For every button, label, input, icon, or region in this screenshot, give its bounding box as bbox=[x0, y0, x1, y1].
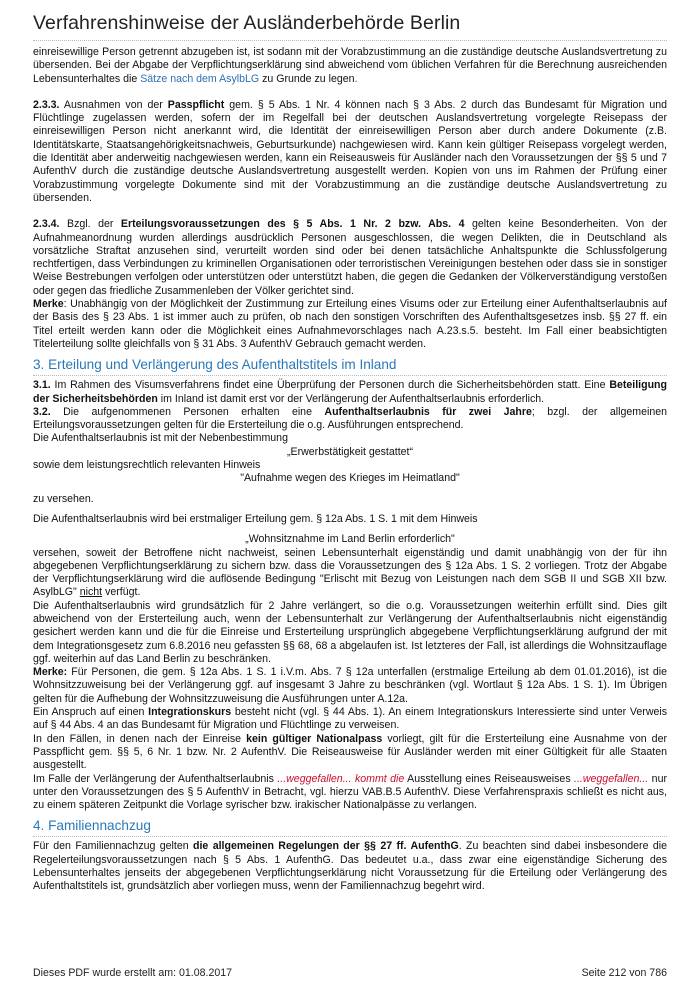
merke-note-2: Merke: Für Personen, die gem. § 12a Abs. 1 S. 1 i.V.m. Abs. 7 § 12a unterfallen (erstmalige Erteilung ab dem 01.01.2016), ist die Wohnsitzzuweisung bei der Verlängerung ggf. auf insgesamt 3 Jahre zu beschränken (vgl. Wortlaut § 12a Abs. 1 S. 1). Im Übrigen gelten für die Aufhebung der Wohnsitzzuweisung die Ausführungen unter A.12a. bbox=[33, 666, 667, 705]
section-number: 2.3.3. bbox=[33, 98, 60, 111]
intro-dot: . bbox=[354, 72, 358, 85]
section-number: 3.2. bbox=[33, 405, 51, 418]
document-title: Verfahrenshinweise der Ausländerbehörde Berlin bbox=[33, 12, 667, 41]
removed-text-marker: ...weggefallen... kommt die bbox=[277, 772, 405, 785]
merke-label: Merke: bbox=[33, 666, 68, 679]
page-footer bbox=[33, 967, 667, 979]
merke-label: Merke bbox=[33, 298, 64, 311]
reiseausweis-paragraph: Im Falle der Verlängerung der Aufenthaltserlaubnis ...weggefallen... kommt die Ausstellung eines Reiseausweises ...weggefallen... nur unter den Voraussetzungen des § 5 AufenthV in Betracht, vgl. hierzu VAB.B.5 AufenthV. Diese Verfahrenspraxis schließt es nicht aus, zu einem späteren Zeitpunkt die Vorlage syrischer bzw. irakischer Nationalpässe zu verlangen. bbox=[33, 772, 667, 812]
aufnahme-quote: "Aufnahme wegen des Krieges im Heimatland" bbox=[240, 472, 460, 485]
bold-term: Integrationskurs bbox=[148, 706, 232, 719]
page-number: Seite 212 von 786 bbox=[581, 967, 667, 979]
bold-term: die allgemeinen Regelungen der §§ 27 ff. AufenthG bbox=[193, 840, 459, 853]
verlaengerung-paragraph: Die Aufenthaltserlaubnis wird grundsätzlich für 2 Jahre verlängert, so die o.g. Voraussetzungen weiterhin erfüllt sind. Dies gilt abweichend von der Ersterteilung auch, wenn der Lebensunterhalt zur Verlängerung der Aufenthaltserlaubnis nicht eigenständig gesichert werden kann und die für die Einreise und Ersterteilung ursprünglich abgegebene Verpflichtungserklärung aufgrund der mit dem Integrationsgesetz zum 6.8.2016 neu gefassten §§ 68, 68 a abgelaufen ist. Ist letzteres der Fall, ist allerdings die Wohnsitzauflage ggf. weiterhin auf das Land Berlin zu beschränken. bbox=[33, 599, 667, 665]
asylblg-link[interactable]: Sätze nach dem AsylbLG bbox=[140, 72, 260, 85]
heading-section-3: 3. Erteilung und Verlängerung des Aufenthaltstitels im Inland bbox=[33, 357, 667, 376]
intro-tail: zu Grunde zu legen bbox=[259, 72, 355, 85]
bold-term: Beteiligung der Sicherheitsbehörden bbox=[33, 379, 667, 405]
intro-paragraph bbox=[33, 46, 667, 86]
section-3-2: 3.2. Die aufgenommenen Personen erhalten eine Aufenthaltserlaubnis für zwei Jahre; bzgl. der allgemeinen Erteilungsvoraussetzungen gelten für die Ersterteilung die o.g. Ausführungen entsprechend. bbox=[33, 405, 667, 432]
erwerbstaetigkeit-quote: „Erwerbstätigkeit gestattet“ bbox=[287, 445, 413, 458]
removed-text-marker: ...weggefallen... bbox=[574, 772, 649, 785]
nationalpass-paragraph: In den Fällen, in denen nach der Einreise kein gültiger Nationalpass vorliegt, gilt für die Ersterteilung eine Ausnahme von der Passpflicht gem. §§ 5, 6 Nr. 1 bzw. Nr. 2 AufenthV. Die Reiseausweise für Ausländer werden mit einer Gültigkeit für alle Staaten ausgestellt. bbox=[33, 732, 667, 772]
section-3-1: 3.1. Im Rahmen des Visumsverfahrens findet eine Überprüfung der Personen durch die Sicherheitsbehörden statt. Eine Beteiligung der Sicherheitsbehörden im Inland ist damit erst vor der Verlängerung der Aufenthaltserlaubnis erforderlich. bbox=[33, 379, 667, 405]
wohnsitznahme-quote: „Wohnsitznahme im Land Berlin erforderlich" bbox=[245, 533, 455, 546]
section-number: 2.3.4. bbox=[33, 218, 60, 231]
versehen-line: zu versehen. bbox=[33, 492, 94, 505]
bold-term: Erteilungsvoraussetzungen des § 5 Abs. 1 Nr. 2 bzw. Abs. 4 bbox=[120, 218, 465, 231]
integrationskurs-paragraph: Ein Anspruch auf einen Integrationskurs besteht nicht (vgl. § 44 Abs. 1). An einem Integrationskurs Interessierte sind unter Verweis auf § 44 Abs. 4 an das Bundesamt für Migration und Flüchtlinge zu verweisen. bbox=[33, 706, 668, 732]
bold-term: Aufenthaltserlaubnis für zwei Jahre bbox=[324, 405, 532, 418]
bold-term: kein gültiger Nationalpass bbox=[246, 732, 383, 745]
heading-section-4: 4. Familiennachzug bbox=[33, 818, 667, 837]
created-date: Dieses PDF wurde erstellt am: 01.08.2017 bbox=[33, 967, 233, 979]
bold-term: Passpflicht bbox=[167, 98, 225, 111]
erstmalig-line: Die Aufenthaltserlaubnis wird bei erstmaliger Erteilung gem. § 12a Abs. 1 S. 1 mit dem Hinweis bbox=[33, 512, 478, 525]
versehen-paragraph: versehen, soweit der Betroffene nicht nachweist, seinen Lebensunterhalt eigenständig und damit unabhängig von der für ihn abgegebenen Verpflichtungserklärung zu sichern bzw. dass die Voraussetzungen des § 12a Abs. 1 S. 2 vorliegen. Trotz der Abgabe der Verpflichtungserklärung wird die auflösende Bedingung "Erlischt mit Bezug von Leistungen nach dem SGB II und SGB XII bzw. AsylbLG" nicht verfügt. bbox=[33, 546, 667, 599]
nebenbestimmung-line: Die Aufenthaltserlaubnis ist mit der Nebenbestimmung bbox=[33, 432, 288, 445]
section-number: 3.1. bbox=[33, 379, 51, 392]
merke-note-1: Merke: Unabhängig von der Möglichkeit der Zustimmung zur Erteilung eines Visums oder zur Erteilung einer Aufenthaltserlaubnis auf der Basis des § 23 Abs. 1 ist immer auch zu prüfen, ob nach den sonstigen Vorschriften des Aufenthaltsgesetzes insb. §§ 27 ff. ein Titel erteilt werden kann oder die Möglichkeit eines Aufnahmevorschlages nach A.23.s.5. besteht. Im Fall einer beabsichtigten Titelerteilung sollte gleichfalls von § 31 Abs. 3 AufenthV Gebrauch gemacht werden. bbox=[33, 298, 667, 350]
intro-text: einreisewillige Person getrennt abzugeben ist, ist sodann mit der Vorabzustimmung an die zuständige deutsche Auslandsvertretung zu übersenden. Bei der Abgabe der Verpflichtungserklärung sind abweichend vom üblichen Verfahren für die Berechnung ausreichenden Lebensunterhaltes die bbox=[33, 46, 667, 85]
section-2-3-3: 2.3.3. Ausnahmen von der Passpflicht gem. § 5 Abs. 1 Nr. 4 können nach § 3 Abs. 2 durch das Bundesamt für Migration und Flüchtlinge zugelassen werden, sofern der im Regelfall bei der deutschen Auslandsvertretung vorgelegte Reisepass der einreisewilligen Person nicht anerkannt wird, die Identität der einreisewilligen Person aber durch andere Dokumente (z.B. Identitätskarte, Staatsangehörigkeitsnachweis, Geburtsurkunde) nachgewiesen wird. Kann kein gültiger Reisepass vorgelegt werden, die Identität aber anderweitig nachgewiesen werden, kann ein Reiseausweis für Ausländer nach den Voraussetzungen der §§ 5 und 7 AufenthV durch die zuständige deutsche Auslandsvertretung ausgestellt werden. Kopien von uns im Rahmen der Prüfung einer Vorabzustimmung vorgelegte Dokumente sind mit der Vorabzustimmung an die zuständige deutsche Auslandsvertretung zu übersenden. bbox=[33, 98, 667, 204]
document-page bbox=[33, 12, 667, 894]
familiennachzug-paragraph: Für den Familiennachzug gelten die allgemeinen Regelungen der §§ 27 ff. AufenthG. Zu beachten sind dabei insbesondere die Regelerteilungsvoraussetzungen nach § 5 Abs. 1 AufenthG. Das bedeutet u.a., dass zwar eine eigenständige Sicherung des Lebensunterhaltes jenseits der abgegebenen Verpflichtungserklärung nicht Voraussetzung für die Erteilung oder Verlängerung des Aufenthaltstitels ist, grundsätzlich aber vorliegen muss, wenn der Familiennachzug begehrt wird. bbox=[33, 840, 667, 893]
hinweis-line: sowie dem leistungsrechtlich relevanten Hinweis bbox=[33, 459, 261, 472]
section-2-3-4: 2.3.4. Bzgl. der Erteilungsvoraussetzungen des § 5 Abs. 1 Nr. 2 bzw. Abs. 4 gelten keine Besonderheiten. Von der Aufnahmeanordnung wurden allerdings ausdrücklich Personen ausgeschlossen, die wegen Delikten, die in Deutschland als vorsätzliche Straftat anzusehen sind, verurteilt worden sind oder bei denen tatsächliche Anhaltspunkte die Schlussfolgerung rechtfertigen, dass Verbindungen zu kriminellen Organisationen oder terroristischen Vereinigungen bestehen oder dass sie in sonstiger Weise Bestrebungen verfolgen oder unterstützen oder unterstützt haben, die gegen die Gedanken der Völkerverständigung verstoßen oder gegen das friedliche Zusammenleben der Völker gerichtet sind. bbox=[33, 218, 668, 297]
underlined-nicht: nicht bbox=[79, 586, 103, 599]
